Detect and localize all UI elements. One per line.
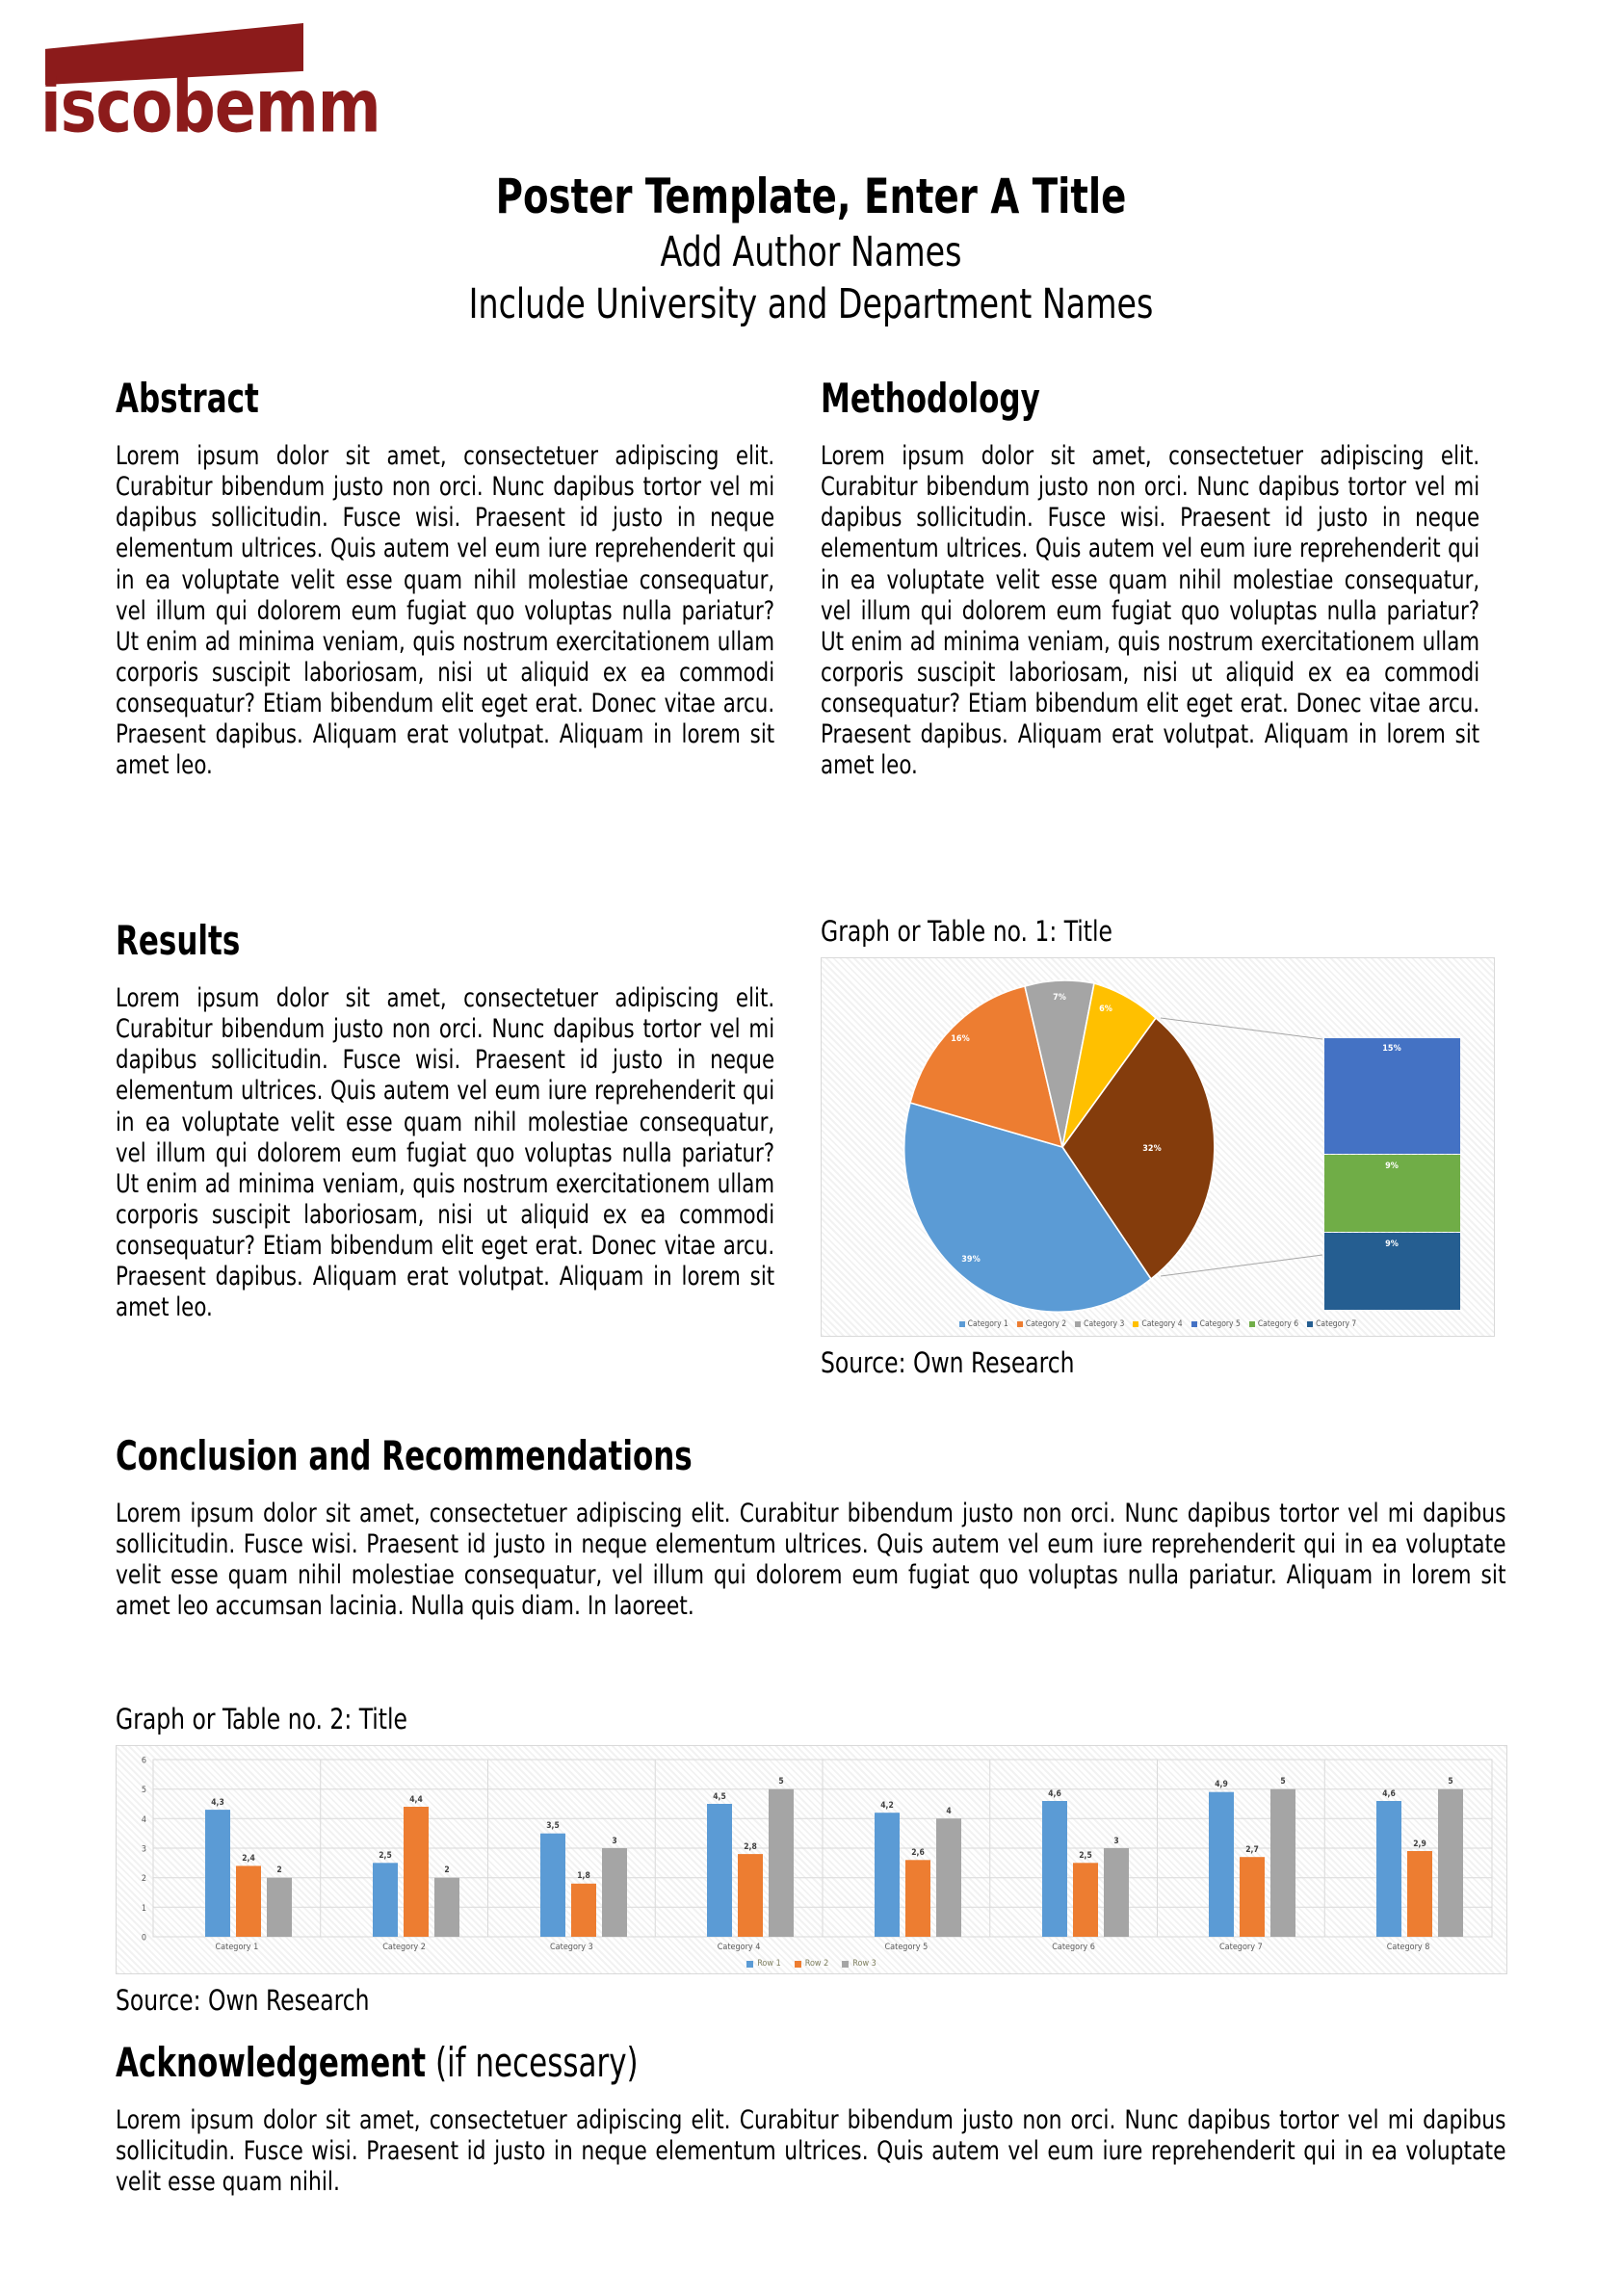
svg-text:4: 4 [946,1807,952,1816]
svg-text:5: 5 [778,1777,784,1787]
abstract-section [116,375,778,781]
y-axis-ticks [142,1757,146,1944]
svg-text:Category 3: Category 3 [550,1943,593,1952]
legend-item-row-2 [795,1959,829,1969]
author-names: Add Author Names [660,228,962,276]
legend-item-category-6 [1249,1319,1298,1329]
abstract-body: Lorem ipsum dolor sit amet, consectetuer adipiscing elit. Curabitur bibendum justo non orci. Nunc dapibus tortor vel mi dapibus sollicitudin. Fusce wisi. Praesent id justo in neque elementum ultrices. Quis autem vel eum iure reprehenderit qui in ea voluptate velit esse quam nihil molestiae consequatur, vel illum qui dolorem eum fugiat quo voluptas nulla pariatur? Ut enim ad minima veniam, quis nostrum exercitationem ullam corporis suscipit laboriosam, nisi ut aliquid ex ea commodi consequatur? Etiam bibendum elit eget erat. Donec vitae arcu. Praesent dapibus. Aliquam erat volutpat. Aliquam in lorem sit amet leo. [116,441,775,781]
svg-text:Category 2: Category 2 [382,1943,426,1952]
legend-swatch-icon [1307,1321,1313,1327]
pie-label-category-2: 16% [951,1034,970,1044]
legend-item-category-3 [1075,1319,1124,1329]
legend-item-category-1 [959,1319,1008,1329]
figure-2-chart [116,1745,1507,1974]
methodology-section [821,375,1483,781]
methodology-body: Lorem ipsum dolor sit amet, consectetuer adipiscing elit. Curabitur bibendum justo non orci. Nunc dapibus tortor vel mi dapibus sollicitudin. Fusce wisi. Praesent id justo in neque elementum ultrices. Quis autem vel eum iure reprehenderit qui in ea voluptate velit esse quam nihil molestiae consequatur, vel illum qui dolorem eum fugiat quo voluptas nulla pariatur? Ut enim ad minima veniam, quis nostrum exercitationem ullam corporis suscipit laboriosam, nisi ut aliquid ex ea commodi consequatur? Etiam bibendum elit eget erat. Donec vitae arcu. Praesent dapibus. Aliquam erat volutpat. Aliquam in lorem sit amet leo. [821,441,1480,781]
svg-text:4,3: 4,3 [211,1798,224,1808]
conclusion-section [116,1432,1507,1623]
bar-label-category-6: 9% [1385,1161,1399,1171]
svg-text:4: 4 [141,1814,146,1825]
acknowledgement-section [116,2039,1507,2198]
legend-label: Row 2 [804,1959,829,1969]
organization-logo [40,21,445,150]
pie-label-category-1: 39% [961,1255,981,1265]
legend-swatch-icon [1133,1321,1138,1327]
methodology-heading: Methodology [821,375,1040,422]
legend-swatch-icon [959,1321,965,1327]
legend-swatch-icon [1249,1321,1255,1327]
svg-text:2,6: 2,6 [911,1848,925,1858]
pie-label-category-4: 6% [1099,1004,1112,1014]
svg-text:5: 5 [141,1786,146,1795]
figure-2-legend [117,1959,1506,1969]
svg-text:2: 2 [276,1866,282,1875]
figure-1-caption: Graph or Table no. 1: Title [821,915,1112,948]
page-title: Poster Template, Enter A Title [495,169,1127,224]
figure-1-legend [822,1319,1494,1329]
figure-2-source: Source: Own Research [116,1984,370,2017]
affiliation: Include University and Department Names [468,279,1154,328]
svg-text:0: 0 [141,1933,146,1944]
figure-1-source: Source: Own Research [821,1346,1075,1379]
svg-text:5: 5 [1448,1777,1453,1787]
bar-groups [205,1789,1463,1937]
logo-wordmark: iscobemm [40,65,380,150]
svg-text:2,5: 2,5 [1079,1851,1092,1861]
legend-item-row-3 [842,1959,876,1969]
conclusion-body: Lorem ipsum dolor sit amet, consectetuer adipiscing elit. Curabitur bibendum justo non orci. Nunc dapibus tortor vel mi dapibus sollicitudin. Fusce wisi. Praesent id justo in neque elementum ultrices. Quis autem vel eum iure reprehenderit qui in ea voluptate velit esse quam nihil molestiae consequatur, vel illum qui dolorem eum fugiat quo voluptas nulla pariatur. Aliquam in lorem sit amet leo accumsan lacinia. Nulla quis diam. In laoreet. [116,1499,1506,1622]
figure-1 [821,915,1495,1379]
svg-text:3: 3 [141,1844,146,1855]
breakout-bar [1324,1038,1460,1310]
legend-label: Row 3 [852,1959,876,1969]
svg-text:2: 2 [444,1866,450,1875]
legend-item-category-7 [1307,1319,1356,1329]
results-body: Lorem ipsum dolor sit amet, consectetuer adipiscing elit. Curabitur bibendum justo non orci. Nunc dapibus tortor vel mi dapibus sollicitudin. Fusce wisi. Praesent id justo in neque elementum ultrices. Quis autem vel eum iure reprehenderit qui in ea voluptate velit esse quam nihil molestiae consequatur, vel illum qui dolorem eum fugiat quo voluptas nulla pariatur? Ut enim ad minima veniam, quis nostrum exercitationem ullam corporis suscipit laboriosam, nisi ut aliquid ex ea commodi consequatur? Etiam bibendum elit eget erat. Donec vitae arcu. Praesent dapibus. Aliquam erat volutpat. Aliquam in lorem sit amet leo. [116,983,775,1323]
legend-label: Category 7 [1316,1319,1357,1329]
legend-label: Category 5 [1199,1319,1241,1329]
svg-text:5: 5 [1280,1777,1286,1787]
svg-text:3: 3 [612,1837,617,1846]
svg-text:4,9: 4,9 [1215,1780,1228,1789]
figure-1-chart [821,957,1495,1337]
legend-swatch-icon [842,1961,849,1968]
legend-swatch-icon [1191,1321,1197,1327]
figure-2-caption: Graph or Table no. 2: Title [116,1703,407,1735]
legend-swatch-icon [746,1961,753,1968]
acknowledgement-heading [116,2039,1257,2086]
svg-text:2: 2 [141,1874,146,1884]
x-axis-labels [216,1943,1430,1952]
results-section [116,917,778,1323]
legend-swatch-icon [1075,1321,1081,1327]
legend-label: Category 4 [1141,1319,1183,1329]
svg-text:3: 3 [1113,1837,1119,1846]
svg-text:Category 7: Category 7 [1219,1943,1263,1952]
legend-label: Row 1 [757,1959,781,1969]
pie-label-category-3: 7% [1053,993,1066,1003]
legend-swatch-icon [1017,1321,1023,1327]
legend-item-category-2 [1017,1319,1066,1329]
pie-label-other: 32% [1142,1144,1162,1154]
svg-text:2,8: 2,8 [744,1842,757,1852]
acknowledgement-heading-light: (if necessary) [426,2039,639,2086]
legend-item-row-1 [746,1959,781,1969]
svg-text:4,6: 4,6 [1048,1789,1061,1799]
svg-text:Category 6: Category 6 [1052,1943,1095,1952]
svg-text:4,4: 4,4 [409,1795,423,1805]
svg-text:2,4: 2,4 [242,1854,255,1864]
svg-text:6: 6 [141,1756,146,1766]
svg-text:4,2: 4,2 [880,1801,894,1811]
bar-label-category-7: 9% [1385,1239,1399,1249]
acknowledgement-body: Lorem ipsum dolor sit amet, consectetuer adipiscing elit. Curabitur bibendum justo non orci. Nunc dapibus tortor vel mi dapibus sollicitudin. Fusce wisi. Praesent id justo in neque elementum ultrices. Quis autem vel eum iure reprehenderit qui in ea voluptate velit esse quam nihil. [116,2105,1506,2198]
svg-text:1: 1 [141,1903,146,1914]
svg-text:Category 8: Category 8 [1386,1943,1430,1952]
legend-swatch-icon [795,1961,801,1968]
pie-of-bar-chart [822,958,1494,1336]
legend-label: Category 1 [967,1319,1008,1329]
legend-item-category-5 [1191,1319,1241,1329]
svg-text:2,7: 2,7 [1245,1845,1259,1855]
acknowledgement-heading-bold: Acknowledgement [116,2039,427,2086]
svg-text:Category 4: Category 4 [717,1943,761,1952]
legend-label: Category 6 [1257,1319,1299,1329]
svg-text:Category 5: Category 5 [884,1943,929,1952]
results-heading: Results [116,917,241,964]
svg-text:3,5: 3,5 [546,1821,560,1831]
svg-text:2,9: 2,9 [1413,1839,1426,1849]
svg-text:2,5: 2,5 [379,1851,392,1861]
svg-text:4,5: 4,5 [713,1792,726,1802]
svg-text:4,6: 4,6 [1382,1789,1396,1799]
legend-label: Category 2 [1025,1319,1067,1329]
figure-2 [116,1703,1507,2017]
poster-header [0,171,1622,329]
abstract-heading: Abstract [116,375,259,422]
bar-label-category-5: 15% [1382,1044,1401,1054]
conclusion-heading: Conclusion and Recommendations [116,1432,693,1479]
svg-text:1,8: 1,8 [577,1871,590,1881]
legend-label: Category 3 [1084,1319,1125,1329]
legend-item-category-4 [1133,1319,1182,1329]
svg-text:Category 1: Category 1 [215,1943,259,1952]
grouped-bar-chart [117,1746,1506,1973]
pie-slices [904,980,1215,1312]
